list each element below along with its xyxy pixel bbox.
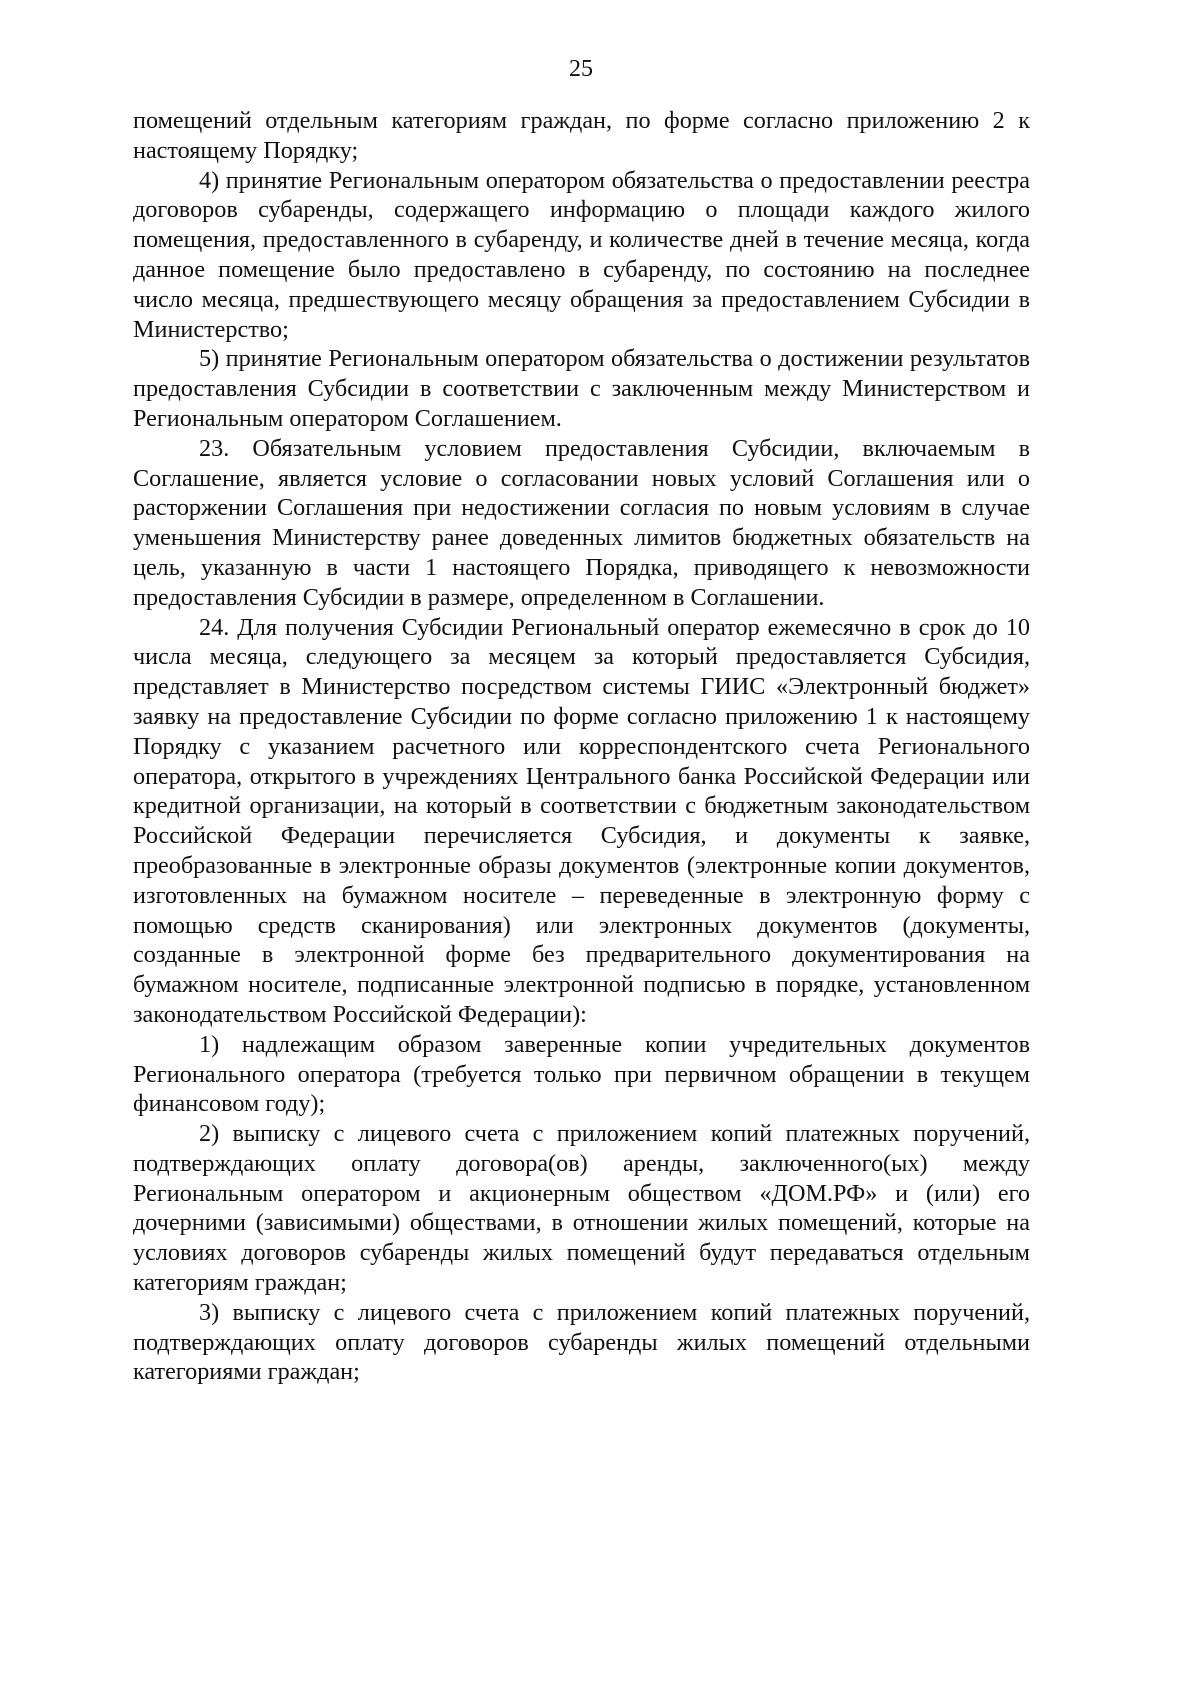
paragraph-subitem-3: 3) выписку с лицевого счета с приложением копий платежных поручений, подтверждающих оплату договоров субаренды жилых помещений отдельными категориями граждан; — [133, 1298, 1030, 1386]
document-body — [133, 106, 1030, 1387]
paragraph-section-24: 24. Для получения Субсидии Региональный оператор ежемесячно в срок до 10 числа месяца, следующего за месяцем за который предоставляется Субсидия, представляет в Министерство посредством системы ГИИС «Электронный бюджет» заявку на предоставление Субсидии по форме согласно приложению 1 к настоящему Порядку с указанием расчетного или корреспондентского счета Регионального оператора, открытого в учреждениях Центрального банка Российской Федерации или кредитной организации, на который в соответствии с бюджетным законодательством Российской Федерации перечисляется Субсидия, и документы к заявке, преобразованные в электронные образы документов (электронные копии документов, изготовленных на бумажном носителе – переведенные в электронную форму с помощью средств сканирования) или электронных документов (документы, созданные в электронной форме без предварительного документирования на бумажном носителе, подписанные электронной подписью в порядке, установленном законодательством Российской Федерации): — [133, 613, 1030, 1028]
paragraph-section-23: 23. Обязательным условием предоставления Субсидии, включаемым в Соглашение, является условие о согласовании новых условий Соглашения или о расторжении Соглашения при недостижении согласия по новым условиям в случае уменьшения Министерству ранее доведенных лимитов бюджетных обязательств на цель, указанную в части 1 настоящего Порядка, приводящего к невозможности предоставления Субсидии в размере, определенном в Соглашении. — [133, 434, 1030, 611]
page-number: 25 — [569, 56, 593, 82]
paragraph-continuation: помещений отдельным категориям граждан, по форме согласно приложению 2 к настоящему Порядку; — [133, 107, 1030, 164]
paragraph-subitem-1: 1) надлежащим образом заверенные копии учредительных документов Регионального оператора (требуется только при первичном обращении в текущем финансовом году); — [133, 1030, 1030, 1118]
paragraph-item-5: 5) принятие Региональным оператором обязательства о достижении результатов предоставления Субсидии в соответствии с заключенным между Министерством и Региональным оператором Соглашением. — [133, 345, 1030, 432]
paragraph-item-4: 4) принятие Региональным оператором обязательства о предоставлении реестра договоров субаренды, содержащего информацию о площади каждого жилого помещения, предоставленного в субаренду, и количестве дней в течение месяца, когда данное помещение было предоставлено в субаренду, по состоянию на последнее число месяца, предшествующего месяцу обращения за предоставлением Субсидии в Министерство; — [133, 166, 1030, 343]
paragraph-subitem-2: 2) выписку с лицевого счета с приложением копий платежных поручений, подтверждающих оплату договора(ов) аренды, заключенного(ых) между Региональным оператором и акционерным обществом «ДОМ.РФ» и (или) его дочерними (зависимыми) обществами, в отношении жилых помещений, которые на условиях договоров субаренды жилых помещений будут передаваться отдельным категориям граждан; — [133, 1120, 1030, 1297]
